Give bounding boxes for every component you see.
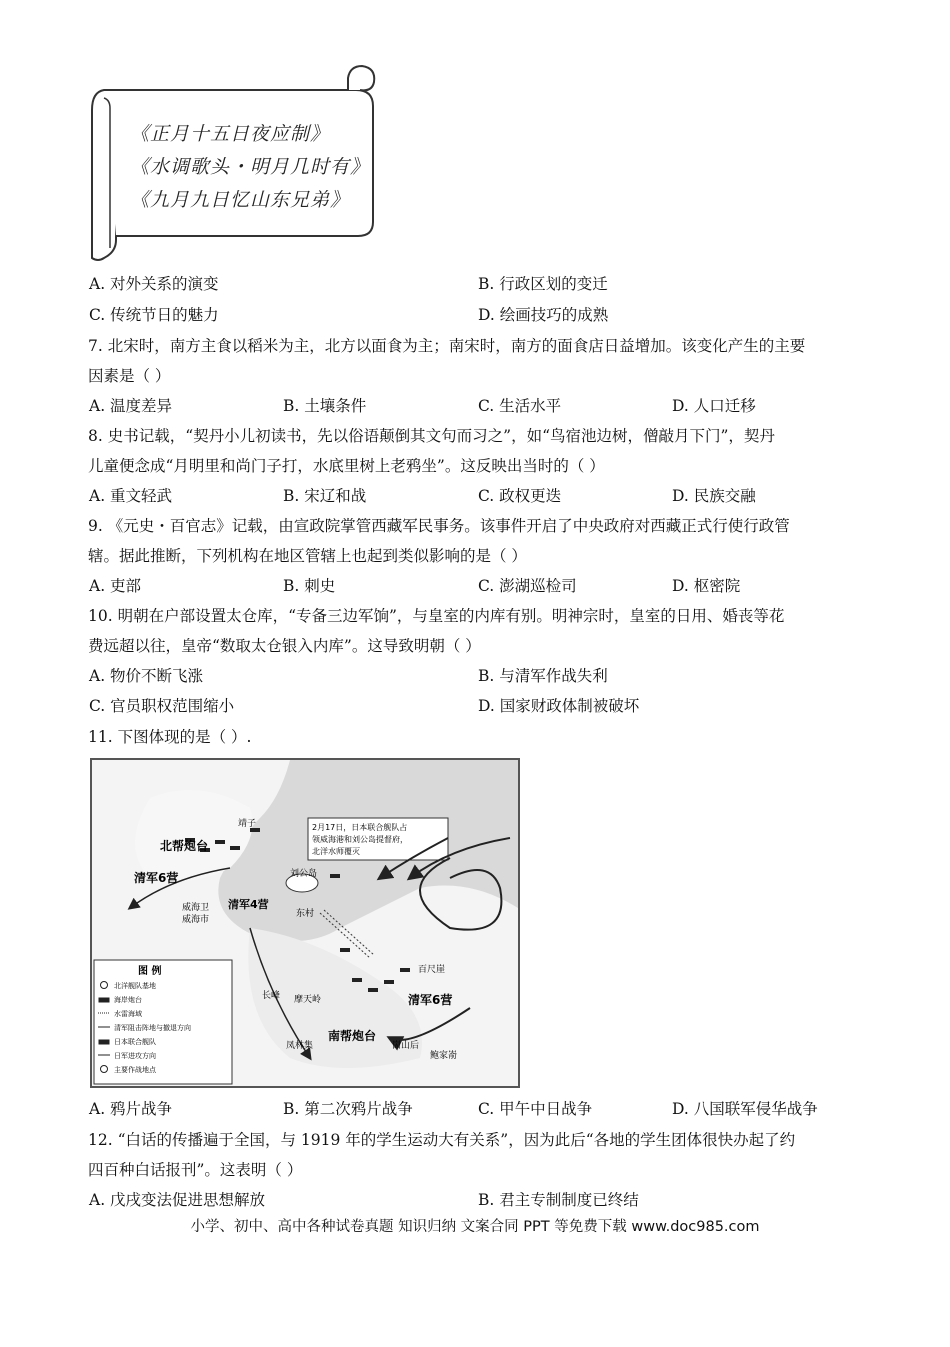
map-label: 威海卫: [182, 903, 210, 913]
question-text: 四百种白话报刊”。这表明（ ）: [88, 1161, 303, 1179]
option[interactable]: A. 对外关系的演变: [89, 275, 219, 293]
question-text: 儿童便念成“月明里和尚门子打，水底里树上老鸦坐”。这反映出当时的（ ）: [88, 457, 605, 475]
legend-item: 主要作战地点: [114, 1066, 156, 1074]
option[interactable]: A. 物价不断飞涨: [89, 667, 204, 685]
option[interactable]: D. 绘画技巧的成熟: [478, 306, 609, 324]
option[interactable]: B. 土壤条件: [283, 397, 367, 415]
question-text: 辖。据此推断，下列机构在地区管辖上也起到类似影响的是（ ）: [88, 547, 527, 565]
map-label: 凤林集: [286, 1041, 314, 1051]
option[interactable]: C. 澎湖巡检司: [478, 577, 577, 595]
map-note: 领威海港和刘公岛提督府，: [312, 835, 408, 844]
legend-item: 清军阻击阵地与撤退方向: [114, 1024, 191, 1032]
map-label: 北帮炮台: [160, 839, 209, 853]
map-label: 摩天岭: [294, 995, 322, 1005]
map-label: 清军6营: [408, 993, 453, 1007]
question-text: 9. 《元史・百官志》记载，由宣政院掌管西藏军民事务。该事件开启了中央政府对西藏正式行使行政管: [88, 517, 790, 535]
poem-title: 《九月九日忆山东兄弟》: [130, 189, 351, 211]
option[interactable]: B. 刺史: [283, 577, 336, 595]
question-text: 10. 明朝在户部设置太仓库，“专备三边军饷”，与皇室的内库有别。明神宗时，皇室的日用、婚丧等花: [88, 607, 785, 625]
option[interactable]: B. 君主专制制度已终结: [478, 1191, 639, 1209]
option[interactable]: C. 官员职权范围缩小: [89, 697, 235, 715]
map-note: 2月17日，日本联合舰队占: [312, 823, 408, 832]
legend-item: 北洋舰队基地: [114, 982, 156, 990]
footer-banner: 小学、初中、高中各种试卷真题 知识归纳 文案合同 PPT 等免费下载 www.doc985.com: [190, 1219, 760, 1235]
map-label: 崮山后: [392, 1041, 420, 1051]
option[interactable]: B. 第二次鸦片战争: [283, 1100, 413, 1118]
poem-title: 《正月十五日夜应制》: [130, 123, 331, 145]
option[interactable]: B. 与清军作战失利: [478, 667, 608, 685]
option[interactable]: D. 八国联军侵华战争: [672, 1100, 818, 1118]
legend-title: 图 例: [138, 966, 162, 977]
question-text: 费远超以往，皇帝“数取太仓银入内库”。这导致明朝（ ）: [88, 637, 481, 655]
question-text: 11. 下图体现的是（ ）.: [88, 728, 252, 746]
map-label: 长峰: [262, 991, 281, 1001]
option[interactable]: C. 传统节日的魅力: [89, 306, 219, 324]
legend-item: 日军进攻方向: [114, 1052, 156, 1060]
map-label: 刘公岛: [290, 869, 318, 879]
option[interactable]: A. 温度差异: [89, 397, 173, 415]
option[interactable]: C. 生活水平: [478, 397, 562, 415]
map-label: 威海市: [182, 915, 210, 925]
map-label: 清军4营: [228, 898, 269, 911]
option[interactable]: A. 重文轻武: [89, 487, 173, 505]
map-label: 靖子: [238, 819, 257, 829]
option[interactable]: A. 鸦片战争: [89, 1100, 173, 1118]
map-label: 南帮炮台: [328, 1029, 377, 1043]
question-text: 7. 北宋时，南方主食以稻米为主，北方以面食为主；南宋时，南方的面食店日益增加。该变化产生的主要: [88, 337, 806, 355]
scroll-text: [130, 118, 370, 217]
map-label: 东村: [296, 909, 315, 919]
map-note: 北洋水师覆灭: [312, 847, 360, 856]
option[interactable]: C. 甲午中日战争: [478, 1100, 593, 1118]
map-label: 鲍家嵛: [430, 1051, 458, 1061]
option[interactable]: B. 行政区划的变迁: [478, 275, 608, 293]
option[interactable]: C. 政权更迭: [478, 487, 562, 505]
question-text: 因素是（ ）: [88, 367, 171, 385]
map-label: 百尺崖: [418, 965, 446, 975]
legend-item: 水雷海域: [114, 1010, 142, 1018]
question-text: 12. “白话的传播遍于全国，与 1919 年的学生运动大有关系”，因为此后“各地的学生团体很快办起了约: [88, 1131, 796, 1149]
option[interactable]: D. 国家财政体制被破坏: [478, 697, 640, 715]
poem-title: 《水调歌头・明月几时有》: [130, 156, 371, 178]
legend-item: 日本联合舰队: [114, 1038, 156, 1046]
option[interactable]: D. 人口迁移: [672, 397, 756, 415]
battle-map: [90, 758, 520, 1088]
legend-item: 海岸炮台: [114, 996, 142, 1004]
map-label: 清军6营: [134, 871, 179, 885]
option[interactable]: D. 民族交融: [672, 487, 756, 505]
option[interactable]: D. 枢密院: [672, 577, 741, 595]
option[interactable]: A. 戊戌变法促进思想解放: [89, 1191, 266, 1209]
option[interactable]: A. 吏部: [89, 577, 142, 595]
question-text: 8. 史书记载，“契丹小儿初读书，先以俗语颠倒其文句而习之”，如“鸟宿池边树，僧敲月下门”，契丹: [88, 427, 775, 445]
option[interactable]: B. 宋辽和战: [283, 487, 367, 505]
